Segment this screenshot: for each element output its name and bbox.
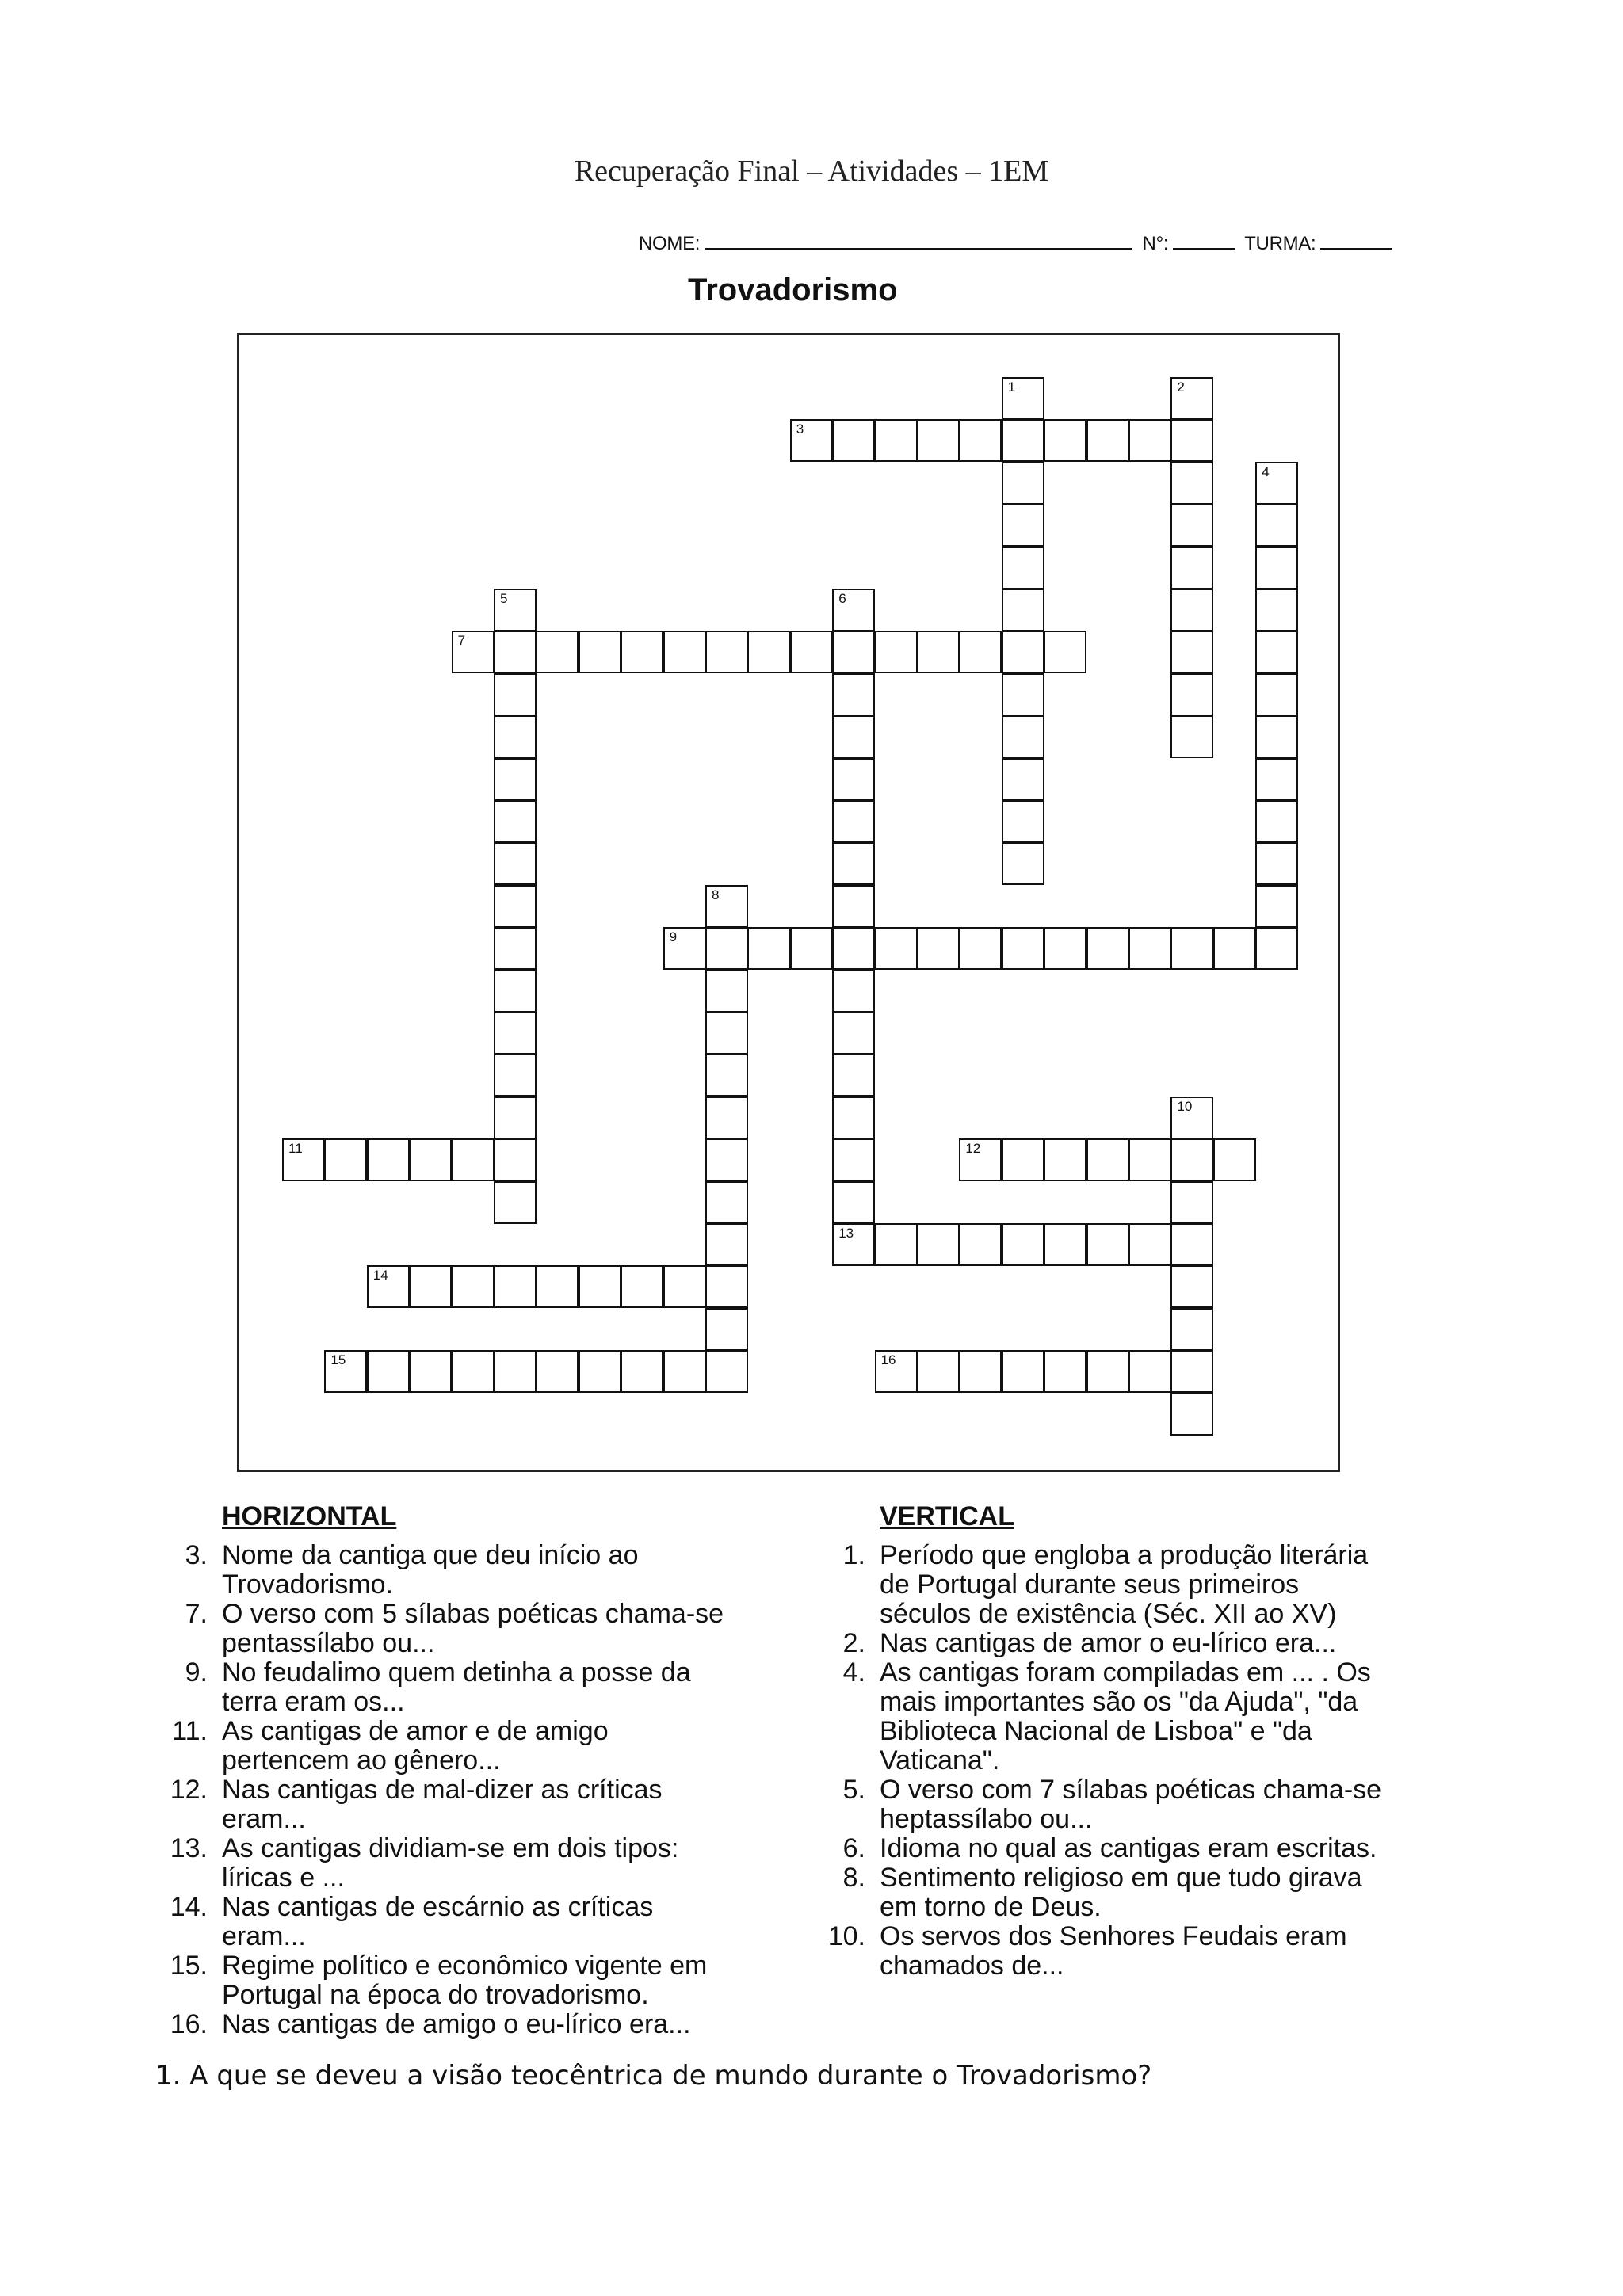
crossword-cell[interactable] <box>409 1138 452 1181</box>
vertical-clue-list <box>827 1540 1450 1981</box>
crossword-cell[interactable] <box>1255 758 1298 801</box>
crossword-cell[interactable] <box>1128 927 1171 970</box>
clue-text-line: chamados de... <box>880 1951 1064 1981</box>
crossword-cell[interactable] <box>832 800 875 843</box>
crossword-cell[interactable] <box>452 1265 495 1308</box>
clue-text-line: eram... <box>222 1921 306 1951</box>
crossword-cell[interactable] <box>832 758 875 801</box>
crossword-cell[interactable] <box>663 927 706 970</box>
clue-text-line: Nas cantigas de mal-dizer as críticas <box>222 1775 663 1805</box>
numero-field[interactable] <box>1173 234 1235 250</box>
crossword-cell[interactable] <box>917 1350 960 1393</box>
clue-number: 4 <box>1262 463 1270 479</box>
clue-text-line: heptassílabo ou... <box>880 1804 1093 1834</box>
crossword-cell[interactable] <box>494 1350 537 1393</box>
clue-item-number: 15. <box>170 1951 208 1981</box>
crossword-cell[interactable] <box>705 1350 748 1393</box>
clue-number: 10 <box>1177 1098 1193 1114</box>
clue-item-number: 2. <box>842 1628 865 1658</box>
crossword-cell[interactable] <box>494 1181 537 1224</box>
clue-text-line: Sentimento religioso em que tudo girava <box>880 1863 1362 1893</box>
crossword-cell[interactable] <box>832 673 875 716</box>
crossword-cell[interactable] <box>1002 758 1044 801</box>
crossword-cell[interactable] <box>494 1138 537 1181</box>
clue-text-line: As cantigas dividiam-se em dois tipos: <box>222 1833 679 1863</box>
clue-text-line: terra eram os... <box>222 1687 405 1717</box>
clue-number: 7 <box>457 633 466 649</box>
crossword-cell[interactable] <box>832 1223 875 1266</box>
crossword-cell[interactable] <box>959 1223 1002 1266</box>
crossword-cell[interactable] <box>1002 1223 1044 1266</box>
crossword-cell[interactable] <box>705 1138 748 1181</box>
crossword-cell[interactable] <box>747 631 790 673</box>
crossword-cell[interactable] <box>1044 927 1086 970</box>
crossword-cell[interactable] <box>1044 419 1086 462</box>
crossword-cell[interactable] <box>705 1054 748 1097</box>
crossword-cell[interactable] <box>1086 927 1129 970</box>
crossword-cell[interactable] <box>747 927 790 970</box>
clue-item <box>170 1892 792 1951</box>
crossword-cell[interactable] <box>494 1265 537 1308</box>
crossword-cell[interactable] <box>409 1350 452 1393</box>
crossword-cell[interactable] <box>705 1097 748 1139</box>
crossword-cell[interactable] <box>1255 462 1298 505</box>
crossword-cell[interactable] <box>832 1012 875 1055</box>
crossword-cell[interactable] <box>1255 885 1298 928</box>
crossword-cell[interactable] <box>959 1138 1002 1181</box>
crossword-cell[interactable] <box>1170 504 1213 547</box>
crossword-cell[interactable] <box>452 1350 495 1393</box>
crossword-cell[interactable] <box>1128 1223 1171 1266</box>
clue-number: 9 <box>669 929 678 945</box>
clue-item <box>170 1833 792 1893</box>
horizontal-clues <box>170 1501 792 2039</box>
crossword-cell[interactable] <box>705 1012 748 1055</box>
crossword-cell[interactable] <box>409 1265 452 1308</box>
crossword-cell[interactable] <box>959 1350 1002 1393</box>
vertical-heading: VERTICAL <box>880 1501 1014 1531</box>
clue-item-number: 4. <box>842 1657 865 1688</box>
clue-text-line: de Portugal durante seus primeiros <box>880 1569 1300 1600</box>
crossword-cell[interactable] <box>1170 1393 1213 1436</box>
crossword-cell[interactable] <box>832 1181 875 1224</box>
crossword-cell[interactable] <box>1002 504 1044 547</box>
crossword-cell[interactable] <box>367 1138 410 1181</box>
crossword-cell[interactable] <box>1255 631 1298 673</box>
crossword-cell[interactable] <box>1044 1138 1086 1181</box>
crossword-cell[interactable] <box>1170 1181 1213 1224</box>
crossword-cell[interactable] <box>621 1350 663 1393</box>
clue-text-line: Período que engloba a produção literária <box>880 1540 1369 1570</box>
crossword-cell[interactable] <box>1255 673 1298 716</box>
clue-number: 16 <box>880 1352 896 1368</box>
clue-item-number: 16. <box>170 2009 208 2039</box>
vertical-clues <box>827 1501 1450 1981</box>
crossword-cell[interactable] <box>663 1350 706 1393</box>
crossword-cell[interactable] <box>1002 927 1044 970</box>
crossword-cell[interactable] <box>959 927 1002 970</box>
crossword-cell[interactable] <box>832 927 875 970</box>
crossword-cell[interactable] <box>832 885 875 928</box>
clue-number: 13 <box>838 1226 854 1241</box>
crossword-cell[interactable] <box>1002 419 1044 462</box>
crossword-cell[interactable] <box>579 631 621 673</box>
crossword-cell[interactable] <box>1044 631 1086 673</box>
crossword-cell[interactable] <box>1170 419 1213 462</box>
clue-text-line: Nas cantigas de amor o eu-lírico era... <box>880 1628 1337 1658</box>
crossword-cell[interactable] <box>663 1265 706 1308</box>
crossword-cell[interactable] <box>1002 842 1044 885</box>
clue-number: 12 <box>965 1141 981 1157</box>
crossword-cell[interactable] <box>705 631 748 673</box>
crossword-cell[interactable] <box>494 842 537 885</box>
crossword-cell[interactable] <box>1170 715 1213 758</box>
clue-text-line: O verso com 5 sílabas poéticas chama-se <box>222 1599 724 1629</box>
clue-number: 1 <box>1007 379 1016 395</box>
crossword-cell[interactable] <box>1170 927 1213 970</box>
clue-item-number: 5. <box>842 1775 865 1805</box>
crossword-cell[interactable] <box>832 842 875 885</box>
nome-label: NOME: <box>639 233 701 254</box>
clue-item-number: 9. <box>185 1657 208 1688</box>
crossword-cell[interactable] <box>494 970 537 1013</box>
crossword-cell[interactable] <box>1255 800 1298 843</box>
crossword-cell[interactable] <box>494 1012 537 1055</box>
crossword-cell[interactable] <box>1170 462 1213 505</box>
document-title: Recuperação Final – Atividades – 1EM <box>574 154 1049 188</box>
crossword-cell[interactable] <box>494 673 537 716</box>
clue-number: 2 <box>1177 379 1185 395</box>
crossword-cell[interactable] <box>1255 504 1298 547</box>
crossword-cell[interactable] <box>832 1097 875 1139</box>
crossword-cell[interactable] <box>1044 1223 1086 1266</box>
clue-text-line: Os servos dos Senhores Feudais eram <box>880 1921 1347 1951</box>
crossword-cell[interactable] <box>917 631 960 673</box>
crossword-cell[interactable] <box>790 419 833 462</box>
clue-item <box>842 1540 1450 1629</box>
crossword-cell[interactable] <box>875 631 918 673</box>
crossword-cell[interactable] <box>494 800 537 843</box>
crossword-cell[interactable] <box>705 1308 748 1351</box>
crossword-cell[interactable] <box>494 589 537 631</box>
crossword-cell[interactable] <box>536 631 579 673</box>
crossword-cell[interactable] <box>832 589 875 631</box>
clue-number: 14 <box>372 1268 388 1283</box>
clue-number: 11 <box>288 1141 303 1157</box>
clue-text-line: Nas cantigas de amigo o eu-lírico era... <box>222 2009 691 2039</box>
crossword-cell[interactable] <box>705 1181 748 1224</box>
crossword-cell[interactable] <box>1002 715 1044 758</box>
clue-item <box>842 1833 1450 1863</box>
crossword-cell[interactable] <box>494 1097 537 1139</box>
clue-item-number: 7. <box>185 1599 208 1629</box>
crossword-cell[interactable] <box>1170 673 1213 716</box>
crossword-cell[interactable] <box>959 631 1002 673</box>
clue-item-number: 8. <box>842 1863 865 1893</box>
clue-item-number: 3. <box>185 1540 208 1570</box>
crossword-cell[interactable] <box>494 758 537 801</box>
crossword-cell[interactable] <box>1128 1138 1171 1181</box>
crossword-cell[interactable] <box>832 1138 875 1181</box>
clue-item <box>842 1863 1450 1922</box>
crossword-cell[interactable] <box>1128 419 1171 462</box>
crossword-cell[interactable] <box>1002 1350 1044 1393</box>
clue-text-line: O verso com 7 sílabas poéticas chama-se <box>880 1775 1382 1805</box>
crossword-cell[interactable] <box>579 1350 621 1393</box>
clue-text-line: Nas cantigas de escárnio as críticas <box>222 1892 654 1922</box>
crossword-cell[interactable] <box>1255 547 1298 589</box>
crossword-cell[interactable] <box>832 715 875 758</box>
crossword-cell[interactable] <box>1170 1097 1213 1139</box>
clue-item <box>170 2009 792 2039</box>
clue-item-number: 13. <box>170 1833 208 1863</box>
crossword-cell[interactable] <box>367 1350 410 1393</box>
clue-number: 15 <box>330 1352 346 1368</box>
clue-text-line: pentassílabo ou... <box>222 1628 435 1658</box>
crossword-cell[interactable] <box>1002 800 1044 843</box>
crossword-cell[interactable] <box>1170 377 1213 420</box>
crossword-cell[interactable] <box>494 927 537 970</box>
clue-number: 5 <box>500 591 508 606</box>
crossword-cell[interactable] <box>875 927 918 970</box>
crossword-cell[interactable] <box>1044 1350 1086 1393</box>
crossword-cell[interactable] <box>959 419 1002 462</box>
clue-text-line: mais importantes são os "da Ajuda", "da <box>880 1687 1358 1717</box>
clue-number: 8 <box>712 887 720 902</box>
crossword-cell[interactable] <box>1002 673 1044 716</box>
clue-item-number: 14. <box>170 1892 208 1922</box>
crossword-cell[interactable] <box>1002 547 1044 589</box>
clue-text-line: Biblioteca Nacional de Lisboa" e "da <box>880 1716 1312 1746</box>
nome-field[interactable] <box>705 234 1132 250</box>
clue-text-line: Regime político e econômico vigente em <box>222 1951 708 1981</box>
clue-number: 6 <box>838 591 846 606</box>
crossword-cell[interactable] <box>1002 377 1044 420</box>
clue-item <box>827 1921 1450 1981</box>
crossword-cell[interactable] <box>1086 419 1129 462</box>
horizontal-heading: HORIZONTAL <box>222 1501 397 1531</box>
clue-text-line: eram... <box>222 1804 306 1834</box>
clue-text-line: Trovadorismo. <box>222 1569 394 1600</box>
clue-item <box>185 1657 792 1717</box>
crossword-cell[interactable] <box>832 970 875 1013</box>
crossword-cell[interactable] <box>494 1054 537 1097</box>
crossword-cell[interactable] <box>536 1350 579 1393</box>
crossword-cell[interactable] <box>1255 589 1298 631</box>
crossword-cell[interactable] <box>1170 1350 1213 1393</box>
crossword-cell[interactable] <box>875 1223 918 1266</box>
crossword-cell[interactable] <box>1170 1223 1213 1266</box>
clue-text-line: Idioma no qual as cantigas eram escritas. <box>880 1833 1377 1863</box>
clue-item <box>185 1599 792 1658</box>
numero-label: N°: <box>1142 233 1169 254</box>
clue-item <box>170 1775 792 1834</box>
question-1: 1. A que se deveu a visão teocêntrica de mundo durante o Trovadorismo? <box>155 2060 1152 2092</box>
clue-item-number: 6. <box>842 1833 865 1863</box>
crossword-cell[interactable] <box>917 419 960 462</box>
clue-item-number: 1. <box>842 1540 865 1570</box>
crossword-cell[interactable] <box>663 631 706 673</box>
crossword-cell[interactable] <box>790 631 833 673</box>
clue-text-line: séculos de existência (Séc. XII ao XV) <box>880 1599 1337 1629</box>
clue-text-line: líricas e ... <box>222 1863 345 1893</box>
clue-item <box>842 1628 1450 1658</box>
crossword-cell[interactable] <box>705 927 748 970</box>
crossword-cell[interactable] <box>1170 631 1213 673</box>
crossword-cell[interactable] <box>1170 1265 1213 1308</box>
crossword-cell[interactable] <box>1255 715 1298 758</box>
crossword-cell[interactable] <box>494 885 537 928</box>
section-title: Trovadorismo <box>688 273 898 307</box>
crossword-cell[interactable] <box>832 419 875 462</box>
crossword-cell[interactable] <box>1002 1138 1044 1181</box>
crossword-cell[interactable] <box>705 885 748 928</box>
clue-text-line: em torno de Deus. <box>880 1892 1102 1922</box>
student-info-line <box>639 233 1396 255</box>
clue-number: 3 <box>796 421 804 437</box>
crossword-cell[interactable] <box>621 1265 663 1308</box>
clue-item <box>842 1775 1450 1834</box>
clue-item <box>842 1657 1450 1775</box>
crossword-cell[interactable] <box>452 631 495 673</box>
crossword-cell[interactable] <box>1255 842 1298 885</box>
turma-label: TURMA: <box>1244 233 1316 254</box>
clue-text-line: Portugal na época do trovadorismo. <box>222 1980 649 2010</box>
crossword-cell[interactable] <box>579 1265 621 1308</box>
crossword-cell[interactable] <box>1255 927 1298 970</box>
crossword-cell[interactable] <box>282 1138 325 1181</box>
crossword-cell[interactable] <box>367 1265 410 1308</box>
crossword-cell[interactable] <box>832 631 875 673</box>
crossword-cell[interactable] <box>536 1265 579 1308</box>
clue-item <box>185 1540 792 1600</box>
turma-field[interactable] <box>1320 234 1392 250</box>
crossword-cell[interactable] <box>1213 1138 1256 1181</box>
clue-item-number: 10. <box>827 1921 865 1951</box>
crossword-cell[interactable] <box>917 1223 960 1266</box>
crossword-cell[interactable] <box>621 631 663 673</box>
clue-text-line: pertencem ao gênero... <box>222 1745 501 1775</box>
clue-text-line: No feudalimo quem detinha a posse da <box>222 1657 691 1688</box>
clue-item-number: 11. <box>172 1716 208 1746</box>
clue-text-line: Nome da cantiga que deu início ao <box>222 1540 639 1570</box>
clue-text-line: As cantigas foram compiladas em ... . Os <box>880 1657 1371 1688</box>
clue-text-line: As cantigas de amor e de amigo <box>222 1716 609 1746</box>
crossword-cell[interactable] <box>1128 1350 1171 1393</box>
crossword-cell[interactable] <box>705 970 748 1013</box>
crossword-cell[interactable] <box>324 1138 367 1181</box>
crossword-cell[interactable] <box>1086 1138 1129 1181</box>
crossword-cell[interactable] <box>705 1265 748 1308</box>
crossword-cell[interactable] <box>1002 589 1044 631</box>
crossword-cell[interactable] <box>1002 462 1044 505</box>
horizontal-clue-list <box>170 1540 792 2039</box>
crossword-cell[interactable] <box>1213 927 1256 970</box>
crossword-cell[interactable] <box>875 1350 918 1393</box>
crossword-frame <box>237 333 1340 1472</box>
crossword-cell[interactable] <box>1170 1308 1213 1351</box>
crossword-cell[interactable] <box>705 1223 748 1266</box>
crossword-cell[interactable] <box>790 927 833 970</box>
crossword-cell[interactable] <box>1086 1223 1129 1266</box>
crossword-cell[interactable] <box>917 927 960 970</box>
crossword-cell[interactable] <box>1170 589 1213 631</box>
clue-item-number: 12. <box>170 1775 208 1805</box>
crossword-cell[interactable] <box>1086 1350 1129 1393</box>
crossword-cell[interactable] <box>1170 547 1213 589</box>
crossword-cell[interactable] <box>494 715 537 758</box>
crossword-cell[interactable] <box>324 1350 367 1393</box>
crossword-cell[interactable] <box>494 631 537 673</box>
crossword-cell[interactable] <box>1170 1138 1213 1181</box>
clue-item <box>172 1716 792 1775</box>
crossword-cell[interactable] <box>875 419 918 462</box>
crossword-cell[interactable] <box>452 1138 495 1181</box>
clue-item <box>170 1951 792 2010</box>
crossword-cell[interactable] <box>1002 631 1044 673</box>
clue-text-line: Vaticana". <box>880 1745 1000 1775</box>
crossword-cell[interactable] <box>832 1054 875 1097</box>
